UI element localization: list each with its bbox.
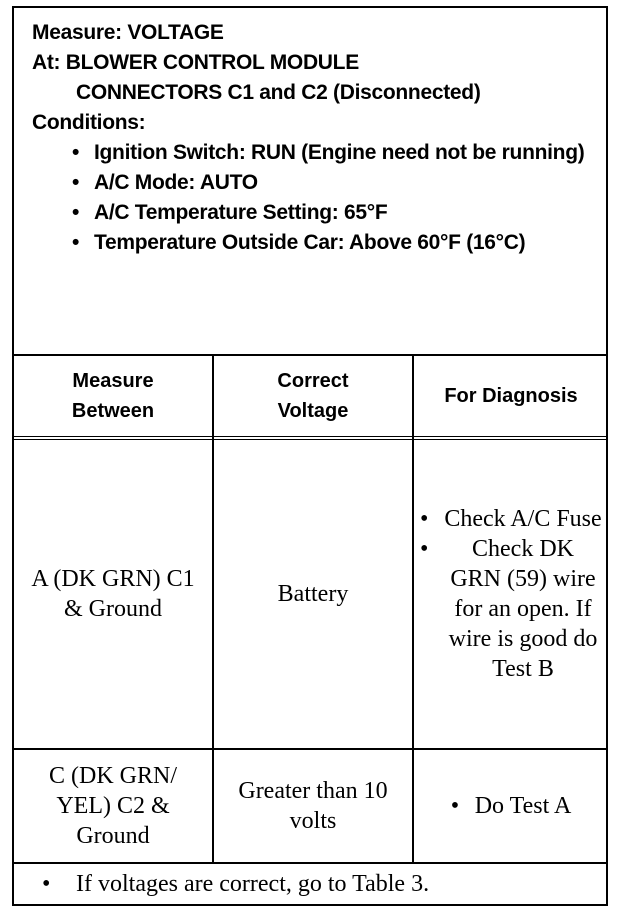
column-header-measure-between: Measure Between xyxy=(71,370,155,422)
table-row-2-diagnosis xyxy=(414,750,608,862)
condition-item: • A/C Mode: AUTO xyxy=(32,168,606,198)
diagnosis-item: • Check A/C Fuse xyxy=(420,506,602,532)
condition-item: • Temperature Outside Car: Above 60°F (16°C) xyxy=(32,228,606,258)
footer-text: If voltages are correct, go to Table 3. xyxy=(76,871,430,897)
conditions-label: Conditions: xyxy=(32,111,146,134)
diagnostic-test-card xyxy=(12,6,608,906)
measure-line: Measure: VOLTAGE xyxy=(32,21,224,44)
bullet-icon: • xyxy=(72,201,80,224)
bullet-icon: • xyxy=(72,231,80,254)
test-conditions-header xyxy=(14,8,606,354)
bullet-icon: • xyxy=(42,871,51,897)
table-row-2-measure-between: C (DK GRN/ YEL) C2 & Ground xyxy=(48,763,177,849)
table-row-2-correct-voltage: Greater than 10 volts xyxy=(238,778,388,834)
footer-note xyxy=(14,862,606,906)
table-row-1-diagnosis xyxy=(414,440,608,748)
column-header-correct-voltage: Correct Voltage xyxy=(277,370,349,422)
location-line-continued: CONNECTORS C1 and C2 (Disconnected) xyxy=(76,81,481,104)
diagnosis-item: • Check DK GRN (59) wire for an open. If wire is good do Test B xyxy=(420,536,598,682)
diagnosis-item: • Do Test A xyxy=(450,793,572,819)
conditions-list xyxy=(32,138,606,258)
bullet-icon: • xyxy=(420,506,429,532)
condition-item: • A/C Temperature Setting: 65°F xyxy=(32,198,606,228)
bullet-icon: • xyxy=(420,536,429,562)
table-row-1-measure-between: A (DK GRN) C1 & Ground xyxy=(31,566,195,622)
condition-item: • Ignition Switch: RUN (Engine need not be running) xyxy=(32,138,606,168)
bullet-icon: • xyxy=(72,171,80,194)
table-row-1-correct-voltage: Battery xyxy=(277,581,349,607)
column-header-for-diagnosis: For Diagnosis xyxy=(444,385,578,407)
location-line: At: BLOWER CONTROL MODULE xyxy=(32,51,359,74)
bullet-icon: • xyxy=(450,793,460,819)
bullet-icon: • xyxy=(72,141,80,164)
